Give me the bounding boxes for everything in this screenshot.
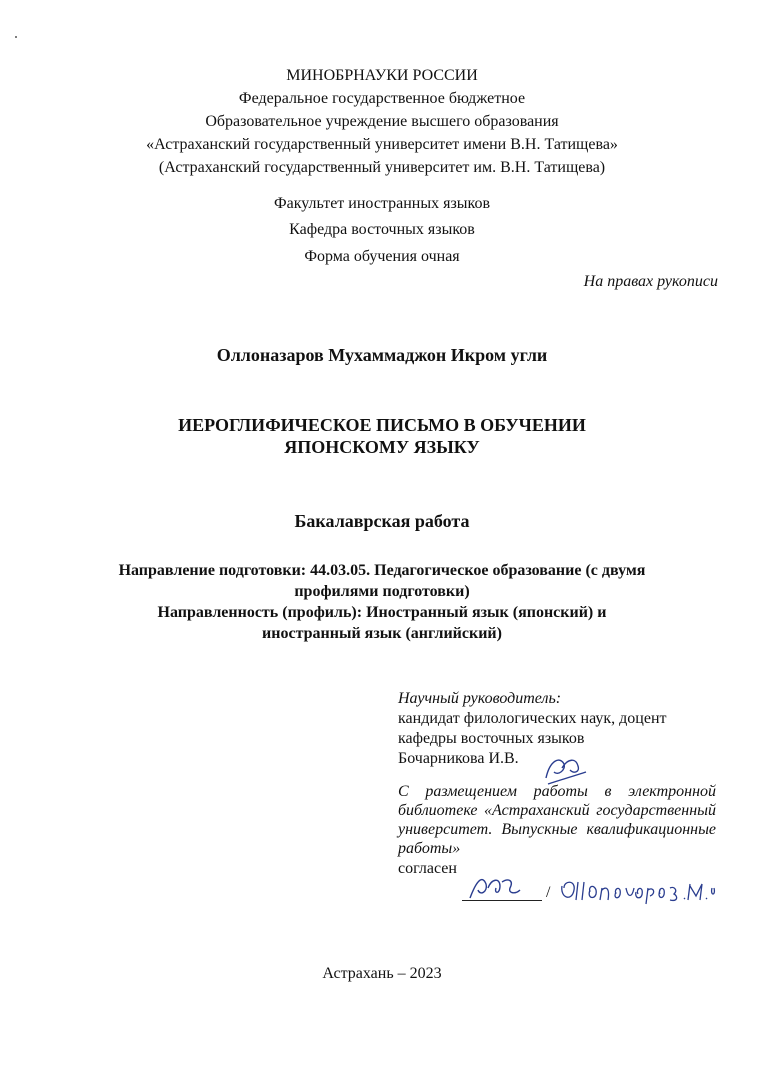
scan-speck — [15, 36, 17, 38]
direction-line2: профилями подготовки) — [294, 583, 470, 600]
supervisor-label: Научный руководитель: — [398, 690, 562, 707]
work-type: Бакалаврская работа — [294, 511, 470, 531]
supervisor-degree: кандидат филологических наук, доцент — [398, 710, 667, 727]
consent-agreed: согласен — [398, 860, 457, 877]
ministry-name: МИНОБРНАУКИ РОССИИ — [286, 67, 478, 84]
direction-block — [0, 560, 764, 644]
manuscript-note: На правах рукописи — [583, 273, 718, 290]
author-signature — [466, 868, 526, 904]
author-name: Оллоназаров Мухаммаджон Икром угли — [216, 345, 548, 365]
institution-category: Образовательное учреждение высшего образования — [205, 113, 559, 130]
direction-line3: Направленность (профиль): Иностранный язык (японский) и — [157, 604, 607, 621]
signature-line — [462, 900, 542, 901]
thesis-title-line1: ИЕРОГЛИФИЧЕСКОЕ ПИСЬМО В ОБУЧЕНИИ — [178, 415, 586, 435]
direction-line1: Направление подготовки: 44.03.05. Педагогическое образование (с двумя — [118, 562, 646, 579]
thesis-title-line2: ЯПОНСКОМУ ЯЗЫКУ — [284, 437, 480, 457]
consent-statement: С размещением работы в электронной библиотеке «Астраханский государственный университет. Выпускные квалификационные работы» — [398, 783, 716, 857]
institution-header — [0, 64, 764, 179]
institution-type: Федеральное государственное бюджетное — [238, 90, 526, 107]
faculty: Факультет иностранных языков — [273, 195, 491, 212]
author-handwritten-name — [556, 872, 716, 908]
university-short-name: (Астраханский государственный университет им. В.Н. Татищева) — [158, 159, 606, 176]
city-year: Астрахань – 2023 — [322, 965, 442, 982]
thesis-title — [0, 414, 764, 458]
supervisor-name: Бочарникова И.В. — [398, 750, 519, 767]
study-form: Форма обучения очная — [304, 248, 460, 265]
supervisor-department: кафедры восточных языков — [398, 730, 585, 747]
university-full-name: «Астраханский государственный университет имени В.Н. Татищева» — [146, 136, 618, 153]
department: Кафедра восточных языков — [289, 221, 475, 238]
signature-separator: / — [546, 884, 551, 901]
direction-line4: иностранный язык (английский) — [262, 625, 502, 642]
